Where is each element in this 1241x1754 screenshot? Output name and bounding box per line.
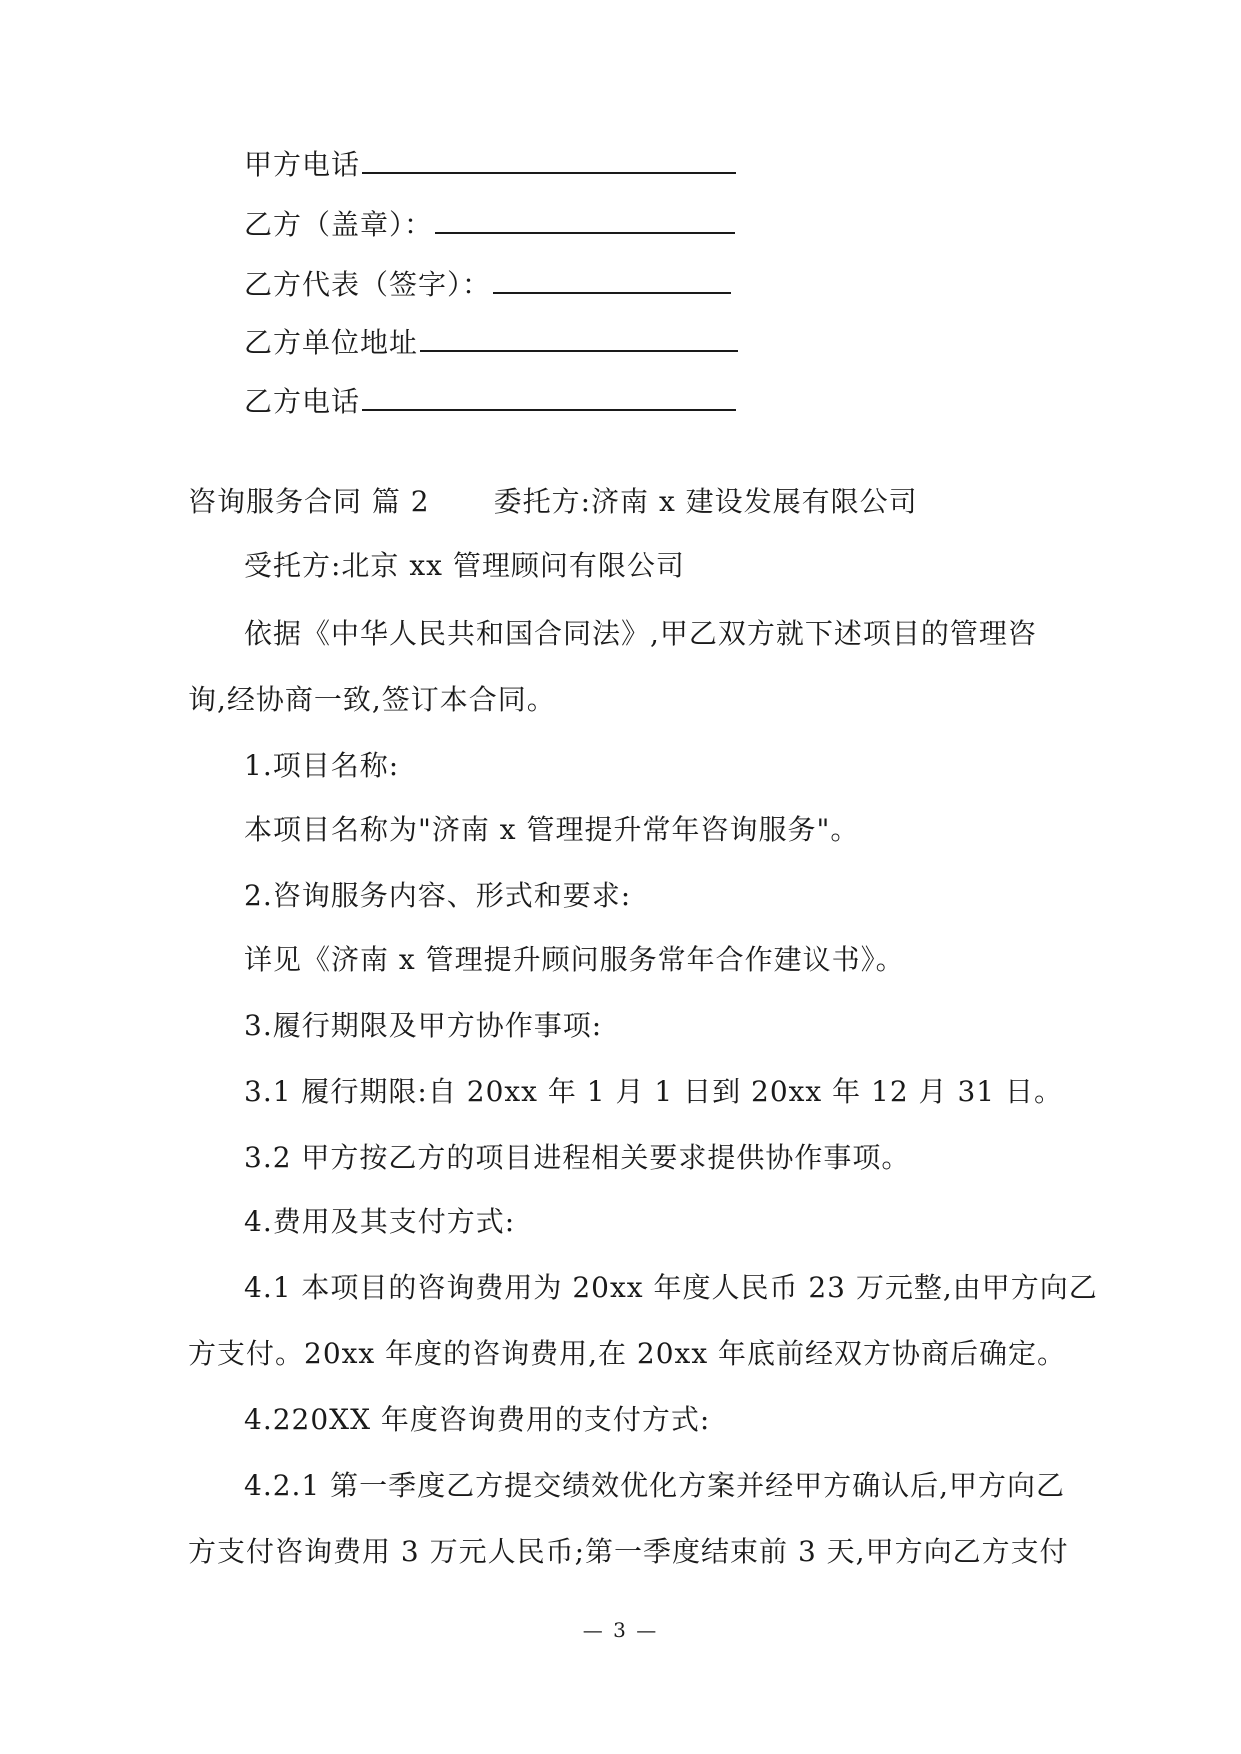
party-b-seal-line <box>244 205 735 245</box>
item4-2-1-line-2: 方支付咨询费用 3 万元人民币;第一季度结束前 3 天,甲方向乙方支付 <box>188 1535 1069 1568</box>
party-a-phone-blank <box>362 150 736 174</box>
trustee-party: 受托方:北京 xx 管理顾问有限公司 <box>244 549 685 582</box>
party-b-address-label: 乙方单位地址 <box>244 326 419 359</box>
party-a-phone-label: 甲方电话 <box>244 148 361 181</box>
item4-2-1-line-1: 4.2.1 第一季度乙方提交绩效优化方案并经甲方确认后,甲方向乙 <box>244 1469 1066 1502</box>
item3-2: 3.2 甲方按乙方的项目进程相关要求提供协作事项。 <box>244 1141 911 1174</box>
item2-title: 2.咨询服务内容、形式和要求: <box>244 879 632 912</box>
page-number: — 3 — <box>582 1618 659 1642</box>
intro-paragraph-line-2: 询,经协商一致,签订本合同。 <box>188 683 556 716</box>
party-b-address-blank <box>420 328 738 352</box>
client-party: 委托方:济南 x 建设发展有限公司 <box>493 485 918 518</box>
party-b-phone-label: 乙方电话 <box>244 385 361 418</box>
party-b-rep-blank <box>493 270 731 294</box>
item1-body: 本项目名称为"济南 x 管理提升常年咨询服务"。 <box>244 813 860 846</box>
party-b-rep-line <box>244 265 731 305</box>
item3-1: 3.1 履行期限:自 20xx 年 1 月 1 日到 20xx 年 12 月 31 日。 <box>244 1075 1063 1108</box>
item4-2: 4.220XX 年度咨询费用的支付方式: <box>244 1403 711 1436</box>
item2-body: 详见《济南 x 管理提升顾问服务常年合作建议书》。 <box>244 943 905 976</box>
section-heading: 咨询服务合同 篇 2 <box>188 485 430 518</box>
party-b-address-line <box>244 323 738 363</box>
item4-1-line-1: 4.1 本项目的咨询费用为 20xx 年度人民币 23 万元整,由甲方向乙 <box>244 1271 1098 1304</box>
section-heading-line <box>188 482 918 522</box>
item4-1-line-2: 方支付。20xx 年度的咨询费用,在 20xx 年底前经双方协商后确定。 <box>188 1337 1067 1370</box>
item3-title: 3.履行期限及甲方协作事项: <box>244 1009 603 1042</box>
item4-title: 4.费用及其支付方式: <box>244 1205 516 1238</box>
intro-paragraph-line-1: 依据《中华人民共和国合同法》,甲乙双方就下述项目的管理咨 <box>244 617 1037 650</box>
party-b-phone-line <box>244 382 736 422</box>
party-a-phone-line <box>244 145 736 185</box>
party-b-seal-label: 乙方（盖章）： <box>244 208 434 241</box>
party-b-seal-blank <box>435 210 735 234</box>
item1-title: 1.项目名称: <box>244 749 400 782</box>
party-b-rep-label: 乙方代表（签字）： <box>244 268 492 301</box>
party-b-phone-blank <box>362 387 736 411</box>
